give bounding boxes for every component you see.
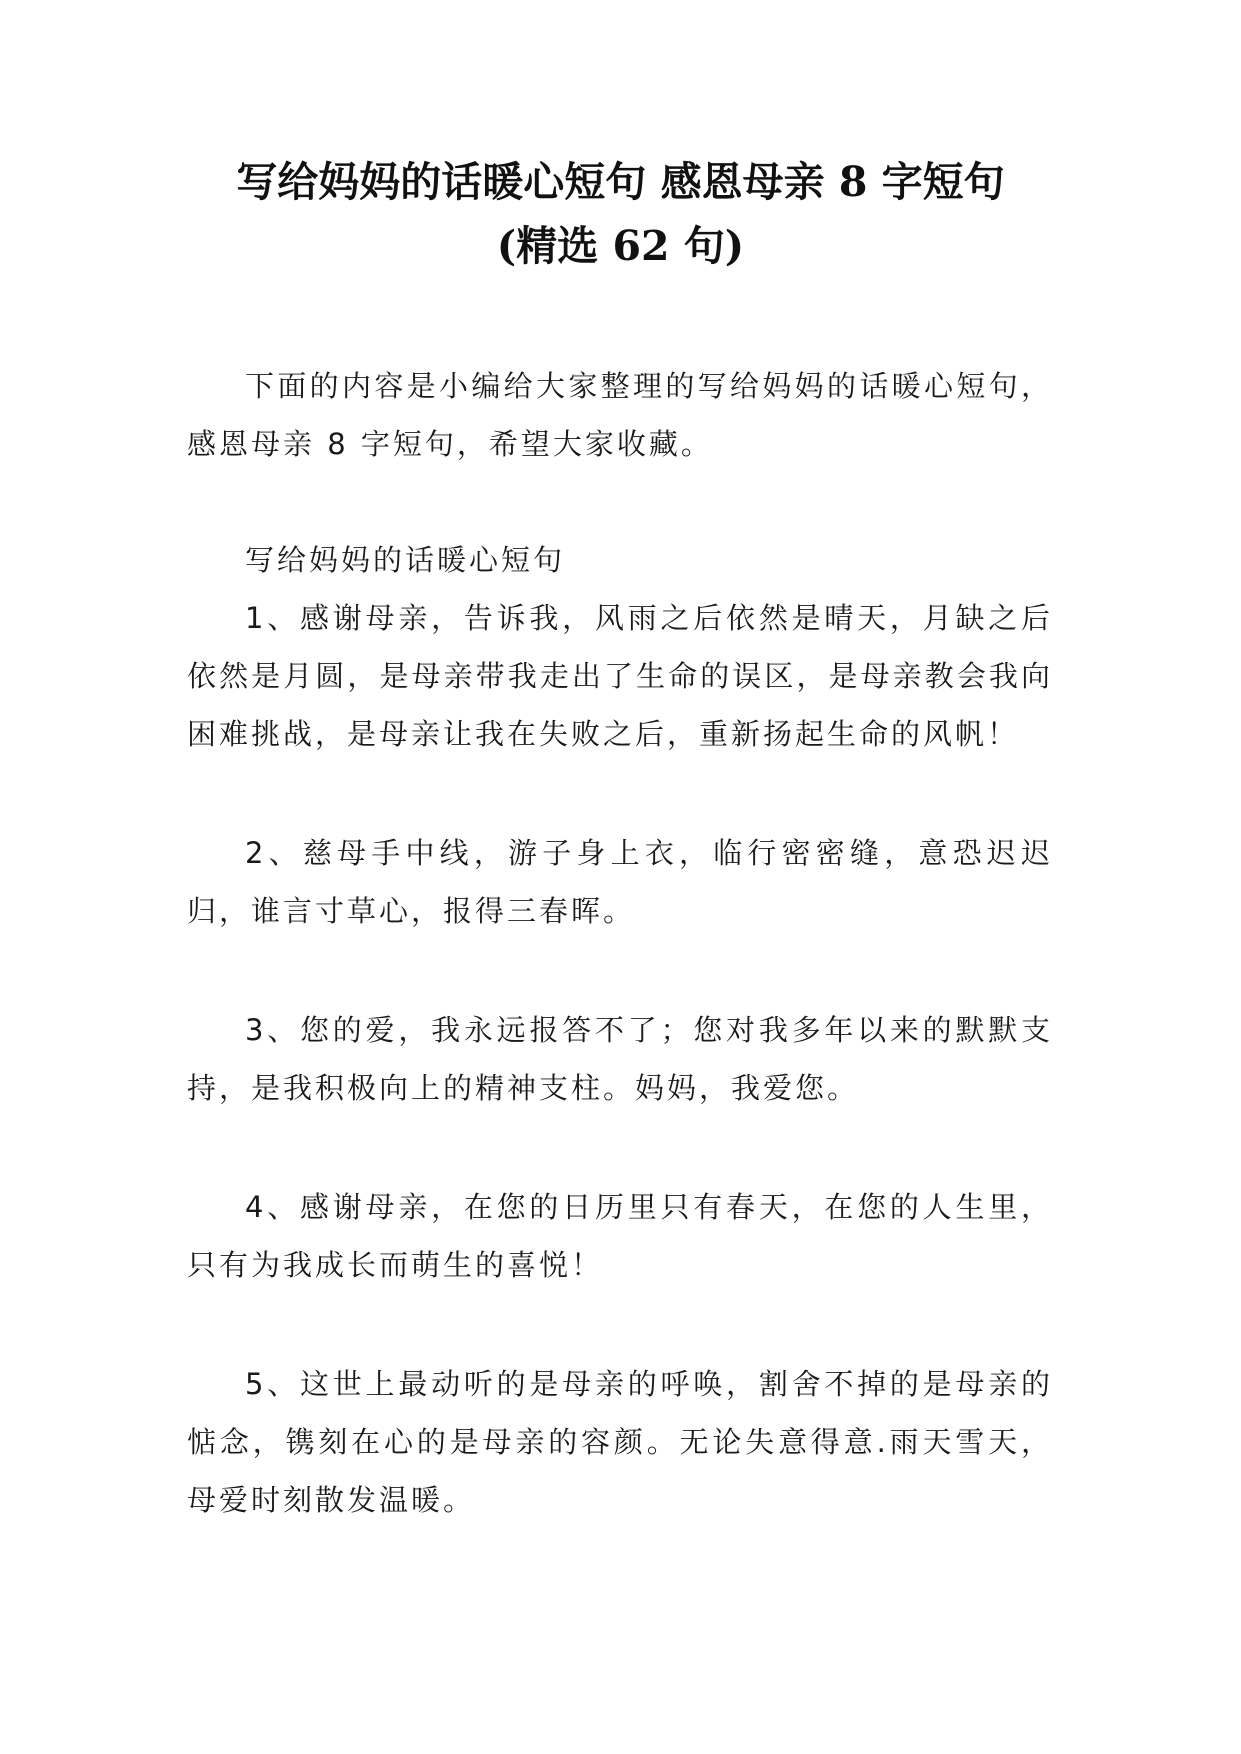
list-item: 5、这世上最动听的是母亲的呼唤，割舍不掉的是母亲的惦念，镌刻在心的是母亲的容颜。无论失意得意.雨天雪天，母爱时刻散发温暖。	[187, 1367, 1053, 1517]
list-item: 3、您的爱，我永远报答不了；您对我多年以来的默默支持，是我积极向上的精神支柱。妈妈，我爱您。	[187, 1013, 1053, 1105]
document-title	[150, 150, 1091, 278]
list-item: 4、感谢母亲，在您的日历里只有春天，在您的人生里，只有为我成长而萌生的喜悦！	[187, 1190, 1053, 1282]
list-item: 1、感谢母亲，告诉我，风雨之后依然是晴天，月缺之后依然是月圆，是母亲带我走出了生命的误区，是母亲教会我向困难挑战，是母亲让我在失败之后，重新扬起生命的风帆！	[187, 601, 1053, 751]
list-item: 2、慈母手中线，游子身上衣，临行密密缝，意恐迟迟归，谁言寸草心，报得三春晖。	[187, 836, 1053, 928]
document-body	[187, 357, 1053, 1529]
intro-paragraph: 下面的内容是小编给大家整理的写给妈妈的话暖心短句，感恩母亲 8 字短句，希望大家收藏。	[187, 369, 1053, 461]
title-line-2: (精选 62 句)	[496, 222, 745, 270]
section-heading: 写给妈妈的话暖心短句	[245, 543, 566, 577]
title-line-1: 写给妈妈的话暖心短句 感恩母亲 8 字短句	[236, 158, 1005, 206]
